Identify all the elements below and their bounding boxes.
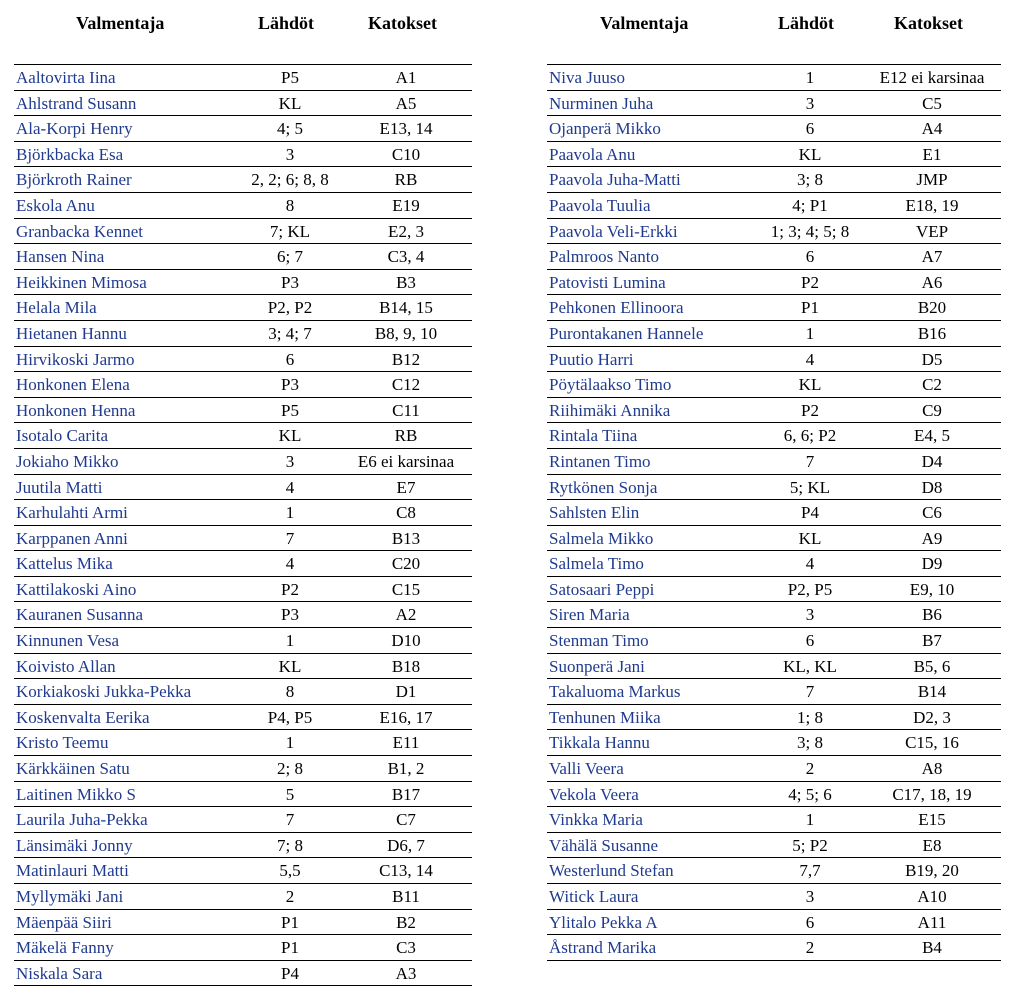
stalls-value: B7 — [922, 631, 942, 651]
table-row — [547, 90, 1001, 116]
stalls-value: C11 — [392, 400, 420, 420]
coach-name: Stenman Timo — [549, 631, 649, 651]
stalls-value: B4 — [922, 938, 942, 958]
coach-name: Ahlstrand Susann — [16, 93, 137, 113]
starts-value: 1 — [805, 810, 815, 830]
stalls-value: A7 — [921, 247, 943, 267]
starts-value: P1 — [801, 298, 819, 318]
starts-value: 4 — [285, 554, 295, 574]
starts-value: P3 — [281, 605, 299, 625]
table-row — [14, 448, 472, 474]
starts-value: 2 — [285, 887, 295, 906]
coach-name: Vekola Veera — [549, 784, 639, 804]
coach-name: Paavola Juha-Matti — [549, 170, 681, 190]
table-header — [14, 0, 472, 64]
table-row — [547, 397, 1001, 423]
stalls-value: C12 — [391, 375, 421, 395]
coach-name: Tenhunen Miika — [549, 707, 661, 727]
stalls-value: C3 — [396, 938, 416, 958]
table-row — [547, 192, 1001, 218]
starts-value: 1 — [285, 733, 295, 753]
starts-value: 1; 8 — [797, 707, 823, 727]
coach-name: Koskenvalta Eerika — [16, 707, 150, 727]
starts-value: 2; 8 — [277, 759, 303, 779]
coach-name: Salmela Mikko — [549, 528, 654, 548]
table-row — [547, 371, 1001, 397]
coach-name: Honkonen Elena — [16, 375, 130, 395]
table-row — [14, 832, 472, 858]
coach-name: Pehkonen Ellinoora — [549, 298, 684, 318]
table-row — [547, 474, 1001, 500]
stalls-value: C6 — [922, 503, 942, 523]
table-row — [14, 857, 472, 883]
header-coach: Valmentaja — [76, 13, 165, 33]
coach-name: Ala-Korpi Henry — [16, 119, 133, 139]
table-row — [547, 166, 1001, 192]
stalls-value: B2 — [396, 912, 416, 932]
starts-value: 3 — [285, 144, 295, 164]
coach-name: Suonperä Jani — [549, 656, 645, 676]
coach-name: Honkonen Henna — [16, 400, 136, 420]
table-row — [547, 141, 1001, 167]
coach-name: Hirvikoski Jarmo — [16, 349, 135, 369]
starts-value: 6 — [805, 119, 815, 139]
coach-name: Laitinen Mikko S — [16, 784, 136, 804]
table-row — [14, 397, 472, 423]
coach-name: Koivisto Allan — [16, 656, 116, 676]
starts-value: P4 — [801, 503, 819, 523]
stalls-value: A5 — [395, 93, 417, 113]
table-row — [14, 141, 472, 167]
table-row — [14, 550, 472, 576]
starts-value: 6 — [805, 247, 815, 267]
table-row — [547, 64, 1001, 90]
stalls-value: E9, 10 — [909, 579, 955, 599]
starts-value: 3 — [805, 605, 815, 625]
table-row — [14, 601, 472, 627]
table-row — [14, 781, 472, 807]
table-row — [14, 755, 472, 781]
table-row — [14, 499, 472, 525]
starts-value: 5; KL — [789, 477, 831, 497]
table-row — [547, 678, 1001, 704]
stalls-value: B17 — [391, 784, 421, 804]
coach-name: Kattilakoski Aino — [16, 579, 137, 599]
stalls-value: E1 — [922, 144, 942, 164]
coach-name: Vinkka Maria — [549, 810, 643, 830]
coach-name: Purontakanen Hannele — [549, 323, 704, 343]
starts-value: P3 — [281, 375, 299, 395]
starts-value: 4 — [285, 477, 295, 497]
stalls-value: E15 — [918, 810, 946, 830]
table-row — [547, 601, 1001, 627]
starts-value: 7 — [285, 528, 295, 548]
header-coach: Valmentaja — [600, 13, 689, 33]
table-row — [547, 627, 1001, 653]
table-row — [14, 269, 472, 295]
starts-value: 1 — [805, 68, 815, 87]
table-row — [14, 627, 472, 653]
stalls-value: B11 — [392, 887, 420, 906]
starts-value: KL — [798, 528, 822, 548]
table-left — [14, 0, 472, 986]
coach-name: Niva Juuso — [549, 68, 626, 87]
stalls-value: E4, 5 — [914, 426, 950, 446]
coach-name: Laurila Juha-Pekka — [16, 810, 148, 830]
stalls-value: C20 — [391, 554, 421, 574]
header-stalls: Katokset — [368, 13, 437, 33]
starts-value: P5 — [281, 68, 299, 87]
table-row — [547, 909, 1001, 935]
starts-value: 7 — [805, 682, 815, 702]
starts-value: KL — [798, 375, 822, 395]
starts-value: 3; 8 — [797, 733, 823, 753]
stalls-value: C10 — [391, 144, 421, 164]
table-row — [14, 678, 472, 704]
starts-value: 3 — [805, 887, 815, 906]
coach-name: Niskala Sara — [16, 963, 103, 983]
stalls-value: JMP — [916, 170, 948, 190]
starts-value: 2 — [805, 759, 815, 779]
stalls-value: VEP — [915, 221, 949, 241]
starts-value: 2 — [805, 938, 815, 958]
starts-value: KL, KL — [783, 656, 837, 676]
table-row — [547, 806, 1001, 832]
coach-name: Korkiakoski Jukka-Pekka — [16, 682, 192, 702]
starts-value: 5,5 — [279, 861, 301, 881]
coach-name: Hansen Nina — [16, 247, 105, 267]
coach-name: Satosaari Peppi — [549, 579, 655, 599]
stalls-value: D1 — [395, 682, 417, 702]
coach-name: Åstrand Marika — [549, 938, 657, 958]
starts-value: 8 — [285, 195, 295, 215]
stalls-value: C9 — [922, 400, 942, 420]
coach-name: Karhulahti Armi — [16, 503, 128, 523]
starts-value: KL — [278, 93, 302, 113]
coach-name: Paavola Tuulia — [549, 195, 651, 215]
table-row — [14, 64, 472, 90]
coach-name: Vähälä Susanne — [549, 835, 659, 855]
stalls-value: E6 ei karsinaa — [357, 451, 455, 471]
coach-name: Westerlund Stefan — [549, 861, 674, 881]
stalls-value: A11 — [917, 912, 947, 932]
starts-value: 6 — [805, 912, 815, 932]
stalls-value: D6, 7 — [387, 835, 425, 855]
coach-name: Kattelus Mika — [16, 554, 113, 574]
stalls-value: B20 — [917, 298, 947, 318]
starts-value: 6 — [285, 349, 295, 369]
starts-value: 6, 6; P2 — [783, 426, 837, 446]
starts-value: P2, P5 — [787, 579, 833, 599]
coach-name: Matinlauri Matti — [16, 861, 129, 881]
stalls-value: A2 — [395, 605, 417, 625]
coach-name: Jokiaho Mikko — [16, 451, 119, 471]
starts-value: KL — [798, 144, 822, 164]
starts-value: KL — [278, 656, 302, 676]
stalls-value: B14 — [917, 682, 947, 702]
stalls-value: C3, 4 — [387, 247, 425, 267]
coach-name: Rintala Tiina — [549, 426, 638, 446]
table-row — [547, 704, 1001, 730]
table-row — [547, 576, 1001, 602]
header-starts: Lähdöt — [258, 13, 315, 33]
starts-value: P5 — [281, 400, 299, 420]
starts-value: 5 — [285, 784, 295, 804]
stalls-value: B12 — [391, 349, 421, 369]
stalls-value: A3 — [395, 963, 417, 983]
stalls-value: C5 — [922, 93, 942, 113]
table-row — [547, 218, 1001, 244]
starts-value: 7; KL — [269, 221, 311, 241]
coach-name: Salmela Timo — [549, 554, 644, 574]
table-row — [14, 422, 472, 448]
table-row — [14, 909, 472, 935]
coach-name: Witick Laura — [549, 887, 639, 906]
starts-value: 3 — [805, 93, 815, 113]
coach-name: Kauranen Susanna — [16, 605, 143, 625]
starts-value: 7,7 — [799, 861, 821, 881]
coach-name: Isotalo Carita — [16, 426, 109, 446]
stalls-value: B1, 2 — [387, 759, 425, 779]
coach-name: Ylitalo Pekka A — [549, 912, 658, 932]
stalls-value: A4 — [921, 119, 943, 139]
stalls-value: B18 — [391, 656, 421, 676]
starts-value: 4 — [805, 349, 815, 369]
stalls-value: C15 — [391, 579, 421, 599]
table-row — [14, 653, 472, 679]
starts-value: 8 — [285, 682, 295, 702]
table-row — [547, 781, 1001, 807]
table-row — [547, 525, 1001, 551]
stalls-value: E19 — [392, 195, 420, 215]
stalls-value: A9 — [921, 528, 943, 548]
starts-value: 3; 8 — [797, 170, 823, 190]
table-body — [547, 64, 1001, 961]
coach-name: Tikkala Hannu — [549, 733, 650, 753]
coach-name: Paavola Veli-Erkki — [549, 221, 678, 241]
table-row — [14, 166, 472, 192]
table-row — [14, 320, 472, 346]
coach-name: Helala Mila — [16, 298, 97, 318]
stalls-value: B5, 6 — [913, 656, 951, 676]
table-row — [547, 269, 1001, 295]
table-row — [14, 576, 472, 602]
starts-value: P2, P2 — [267, 298, 313, 318]
coach-name: Ojanperä Mikko — [549, 119, 661, 139]
table-row — [14, 704, 472, 730]
stalls-value: E13, 14 — [379, 119, 433, 139]
starts-value: 7; 8 — [277, 835, 303, 855]
coach-name: Pöytälaakso Timo — [549, 375, 672, 395]
coach-name: Juutila Matti — [16, 477, 103, 497]
starts-value: 4; 5 — [277, 119, 303, 139]
coach-name: Heikkinen Mimosa — [16, 272, 147, 292]
coach-name: Rintanen Timo — [549, 451, 651, 471]
coach-name: Patovisti Lumina — [549, 272, 666, 292]
coach-name: Rytkönen Sonja — [549, 477, 658, 497]
starts-value: P2 — [801, 400, 819, 420]
table-row — [547, 857, 1001, 883]
coach-name: Kristo Teemu — [16, 733, 109, 753]
stalls-value: C2 — [922, 375, 942, 395]
stalls-value: E18, 19 — [905, 195, 959, 215]
table-row — [14, 192, 472, 218]
stalls-value: E11 — [392, 733, 420, 753]
table-body — [14, 64, 472, 986]
stalls-value: B16 — [917, 323, 947, 343]
stalls-value: E2, 3 — [388, 221, 424, 241]
table-row — [14, 294, 472, 320]
table-row — [14, 474, 472, 500]
table-row — [547, 550, 1001, 576]
stalls-value: D5 — [921, 349, 943, 369]
coach-name: Palmroos Nanto — [549, 247, 660, 267]
coach-name: Riihimäki Annika — [549, 400, 671, 420]
stalls-value: E16, 17 — [379, 707, 433, 727]
stalls-value: E12 ei karsinaa — [879, 68, 985, 87]
table-row — [14, 806, 472, 832]
coach-name: Granbacka Kennet — [16, 221, 143, 241]
starts-value: 1 — [285, 503, 295, 523]
table-row — [547, 115, 1001, 141]
table-row — [14, 525, 472, 551]
stalls-value: D2, 3 — [913, 707, 951, 727]
coach-name: Mäkelä Fanny — [16, 938, 114, 958]
coach-name: Hietanen Hannu — [16, 323, 127, 343]
starts-value: 1 — [285, 631, 295, 651]
coach-name: Mäenpää Siiri — [16, 912, 112, 932]
stalls-value: B19, 20 — [905, 861, 959, 881]
coach-name: Myllymäki Jani — [16, 887, 124, 906]
stalls-value: A6 — [921, 272, 943, 292]
table-row — [547, 346, 1001, 372]
table-row — [547, 243, 1001, 269]
table-row — [547, 832, 1001, 858]
coach-name: Björkbacka Esa — [16, 144, 124, 164]
stalls-value: C13, 14 — [379, 861, 433, 881]
coach-name: Aaltovirta Iina — [16, 68, 116, 87]
coach-name: Nurminen Juha — [549, 93, 654, 113]
table-header — [547, 0, 1001, 64]
coach-name: Karppanen Anni — [16, 528, 128, 548]
table-row — [14, 90, 472, 116]
starts-value: 1; 3; 4; 5; 8 — [770, 221, 850, 241]
stalls-value: A10 — [917, 887, 947, 906]
coach-name: Sahlsten Elin — [549, 503, 640, 523]
table-row — [14, 218, 472, 244]
stalls-value: A8 — [921, 759, 943, 779]
starts-value: P3 — [281, 272, 299, 292]
table-row — [547, 755, 1001, 781]
table-row — [14, 729, 472, 755]
header-stalls: Katokset — [894, 13, 963, 33]
stalls-value: D10 — [391, 631, 421, 651]
header-starts: Lähdöt — [778, 13, 835, 33]
starts-value: KL — [278, 426, 302, 446]
starts-value: 5; P2 — [792, 835, 828, 855]
coach-name: Paavola Anu — [549, 144, 636, 164]
stalls-value: A1 — [395, 68, 417, 87]
table-row — [547, 422, 1001, 448]
stalls-value: B8, 9, 10 — [374, 323, 438, 343]
starts-value: P2 — [801, 272, 819, 292]
starts-value: 6; 7 — [277, 247, 303, 267]
stalls-value: B13 — [391, 528, 421, 548]
coach-name: Eskola Anu — [16, 195, 95, 215]
table-row — [14, 115, 472, 141]
coach-name: Puutio Harri — [549, 349, 634, 369]
starts-value: P1 — [281, 938, 299, 958]
stalls-value: B6 — [922, 605, 942, 625]
stalls-value: D8 — [921, 477, 943, 497]
starts-value: 4; P1 — [792, 195, 828, 215]
starts-value: P2 — [281, 579, 299, 599]
starts-value: P4 — [281, 963, 299, 983]
coach-name: Länsimäki Jonny — [16, 835, 133, 855]
starts-value: P1 — [281, 912, 299, 932]
table-row — [547, 883, 1001, 909]
starts-value: 4 — [805, 554, 815, 574]
coach-name: Siren Maria — [549, 605, 630, 625]
table-row — [547, 448, 1001, 474]
table-right — [547, 0, 1001, 961]
stalls-value: C17, 18, 19 — [892, 784, 972, 804]
coach-name: Kinnunen Vesa — [16, 631, 120, 651]
starts-value: P4, P5 — [267, 707, 313, 727]
stalls-value: B3 — [396, 272, 416, 292]
starts-value: 6 — [805, 631, 815, 651]
table-row — [547, 320, 1001, 346]
stalls-value: C7 — [396, 810, 416, 830]
coach-name: Takaluoma Markus — [549, 682, 681, 702]
stalls-value: E7 — [396, 477, 416, 497]
starts-value: 7 — [805, 451, 815, 471]
table-row — [14, 243, 472, 269]
stalls-value: D9 — [921, 554, 943, 574]
table-row — [14, 371, 472, 397]
starts-value: 4; 5; 6 — [788, 784, 832, 804]
stalls-value: D4 — [921, 451, 943, 471]
stalls-value: C8 — [396, 503, 416, 523]
table-row — [547, 729, 1001, 755]
table-row — [547, 934, 1001, 960]
table-row — [14, 934, 472, 960]
table-row — [547, 294, 1001, 320]
starts-value: 2, 2; 6; 8, 8 — [251, 170, 329, 190]
stalls-value: RB — [394, 170, 418, 190]
stalls-value: E8 — [922, 835, 942, 855]
starts-value: 1 — [805, 323, 815, 343]
table-row — [547, 653, 1001, 679]
table-row — [14, 883, 472, 909]
stalls-value: RB — [394, 426, 418, 446]
coach-name: Valli Veera — [549, 759, 624, 779]
table-row — [14, 960, 472, 986]
starts-value: 3 — [285, 451, 295, 471]
starts-value: 7 — [285, 810, 295, 830]
stalls-value: C15, 16 — [905, 733, 959, 753]
coach-name: Kärkkäinen Satu — [16, 759, 130, 779]
starts-value: 3; 4; 7 — [268, 323, 312, 343]
stalls-value: B14, 15 — [379, 298, 433, 318]
coach-name: Björkroth Rainer — [16, 170, 132, 190]
table-row — [547, 499, 1001, 525]
table-row — [14, 346, 472, 372]
